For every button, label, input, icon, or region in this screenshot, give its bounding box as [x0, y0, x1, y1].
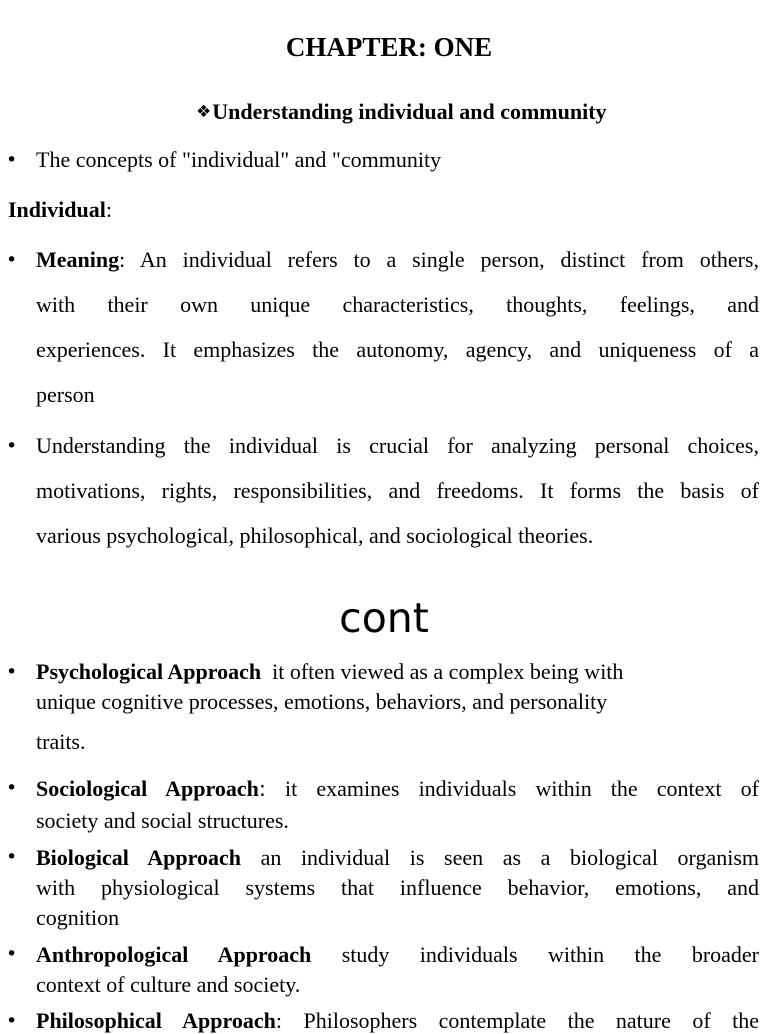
understanding-line-2: motivations, rights, responsibilities, and freedoms. It forms the basis of [36, 478, 759, 503]
psychological-text-1: it often viewed as a complex being with [261, 659, 624, 684]
meaning-line-1 [36, 247, 759, 273]
meaning-line-3: experiences. It emphasizes the autonomy, agency, and uniqueness of a [36, 337, 759, 362]
biological-line-2: with physiological systems that influence behavior, emotions, and [36, 875, 759, 900]
psychological-line-1 [36, 659, 759, 685]
philosophical-term: Philosophical Approach [36, 1008, 276, 1033]
meaning-term: Meaning [36, 247, 120, 272]
biological-line-1 [36, 845, 759, 871]
cont-heading: cont [339, 594, 429, 642]
subheading-text: Understanding individual and community [212, 99, 607, 124]
bullet-icon: • [6, 661, 18, 683]
philosophical-line-1 [36, 1008, 759, 1034]
biological-term: Biological Approach [36, 845, 241, 870]
diamond-bullet-icon: ❖ [196, 102, 212, 122]
psychological-term: Psychological Approach [36, 659, 262, 684]
bullet-icon: • [6, 943, 18, 965]
anthropological-line-2: context of culture and society. [36, 972, 301, 997]
bullet-icon: • [6, 149, 18, 171]
individual-heading-colon: : [105, 197, 112, 222]
understanding-line-3: various psychological, philosophical, and sociological theories. [36, 523, 594, 548]
anthropological-term: Anthropological Approach [36, 942, 312, 967]
understanding-line-1: Understanding the individual is crucial for analyzing personal choices, [36, 433, 759, 458]
individual-heading [8, 197, 112, 223]
psychological-line-3: traits. [36, 729, 86, 754]
section-subheading [196, 97, 607, 127]
sociological-text-1: it examines individuals within the context of [265, 776, 759, 801]
meaning-line-4: person [36, 382, 95, 407]
anthropological-text-1: study individuals within the broader [341, 942, 760, 967]
sociological-line-2: society and social structures. [36, 808, 289, 833]
philosophical-text-1: : Philosophers contemplate the nature of the [275, 1008, 760, 1033]
chapter-title: CHAPTER: ONE [285, 32, 493, 62]
sociological-line-1 [36, 776, 759, 802]
anthropological-line-1 [36, 942, 759, 968]
bullet-icon: • [6, 1010, 18, 1032]
biological-text-1: an individual is seen as a biological organism [260, 845, 760, 870]
individual-heading-label: Individual [8, 197, 106, 222]
bullet-icon: • [6, 777, 18, 799]
sociological-term: Sociological Approach [36, 776, 259, 801]
sociological-colon: : [258, 777, 266, 801]
bullet-icon: • [6, 249, 18, 271]
bullet-icon: • [6, 435, 18, 457]
biological-line-3: cognition [36, 905, 120, 930]
meaning-text-1: : An individual refers to a single person, distinct from others, [119, 247, 759, 272]
intro-bullet-text: The concepts of "individual" and "community [36, 147, 442, 172]
meaning-line-2: with their own unique characteristics, thoughts, feelings, and [36, 292, 759, 317]
psychological-line-2: unique cognitive processes, emotions, behaviors, and personality [36, 689, 608, 714]
bullet-icon: • [6, 846, 18, 868]
